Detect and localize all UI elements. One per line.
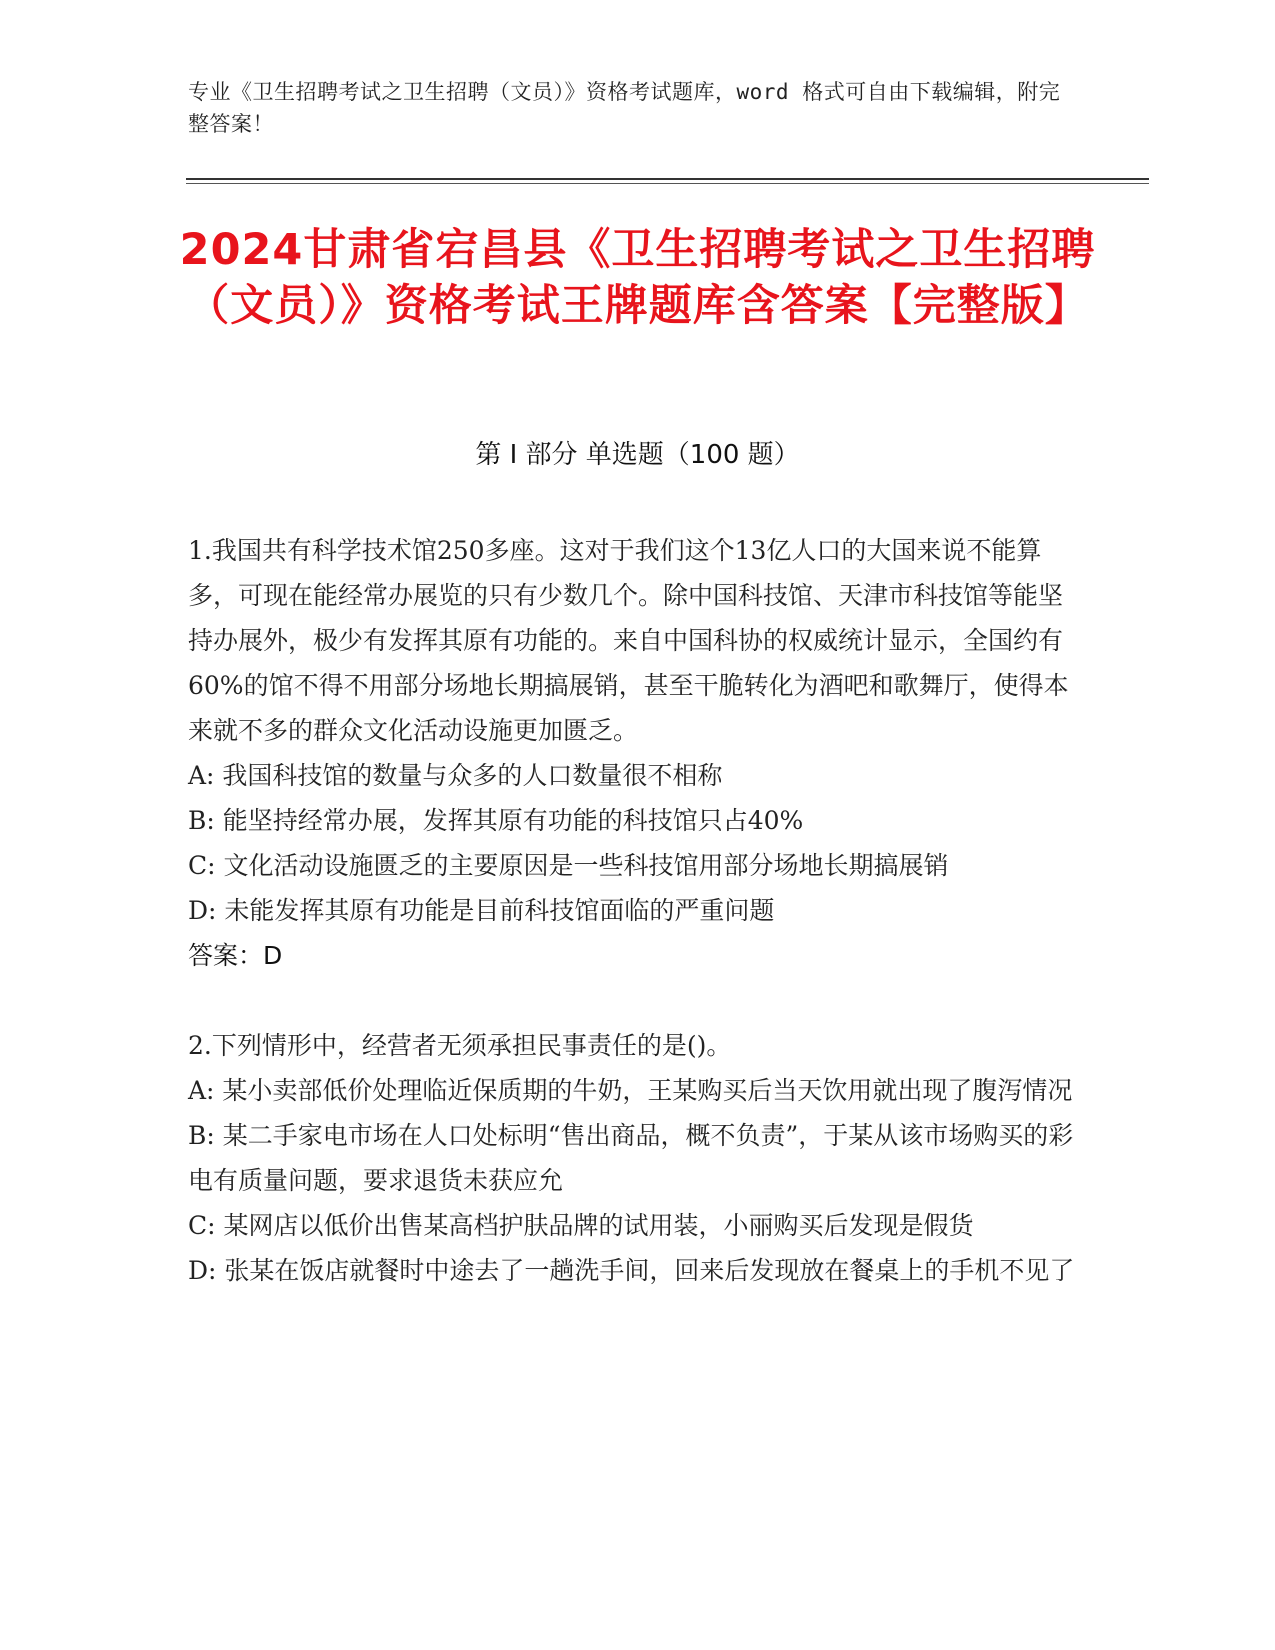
- header-note: 专业《卫生招聘考试之卫生招聘（文员）》资格考试题库，word 格式可自由下载编辑，附完整答案！: [188, 80, 1061, 136]
- question-stem: 1.我国共有科学技术馆250多座。这对于我们这个13亿人口的大国来说不能算多，可现在能经常办展览的只有少数几个。除中国科技馆、天津市科技馆等能坚持办展外，极少有发挥其原有功能的。来自中国科协的权威统计显示，全国约有60%的馆不得不用部分场地长期搞展销，甚至干脆转化为酒吧和歌舞厅，使得本来就不多的群众文化活动设施更加匮乏。: [188, 536, 1069, 745]
- question-option-c: C: 文化活动设施匮乏的主要原因是一些科技馆用部分场地长期搞展销: [188, 851, 949, 880]
- question-option-b: B: 某二手家电市场在人口处标明“售出商品，概不负责”，于某从该市场购买的彩电有质量问题，要求退货未获应允: [188, 1121, 1074, 1195]
- section-heading: 第 I 部分 单选题（100 题）: [475, 440, 800, 470]
- question-answer: 答案：D: [188, 941, 283, 970]
- document-title: 2024甘肃省宕昌县《卫生招聘考试之卫生招聘（文员）》资格考试王牌题库含答案【完整版】: [179, 225, 1096, 331]
- question-stem: 2.下列情形中，经营者无须承担民事责任的是()。: [188, 1031, 732, 1060]
- header-divider-thin: [186, 183, 1149, 184]
- question-option-d: D: 张某在饭店就餐时中途去了一趟洗手间，回来后发现放在餐桌上的手机不见了: [188, 1256, 1075, 1285]
- question-option-a: A: 我国科技馆的数量与众多的人口数量很不相称: [188, 761, 723, 790]
- question-item: [188, 1023, 1083, 1293]
- question-spacer: [188, 978, 1083, 1023]
- question-list: [188, 528, 1083, 1293]
- question-option-a: A: 某小卖部低价处理临近保质期的牛奶，王某购买后当天饮用就出现了腹泻情况: [188, 1076, 1073, 1105]
- question-option-c: C: 某网店以低价出售某高档护肤品牌的试用装，小丽购买后发现是假货: [188, 1211, 974, 1240]
- question-item: [188, 528, 1083, 978]
- question-option-d: D: 未能发挥其原有功能是目前科技馆面临的严重问题: [188, 896, 775, 925]
- question-option-b: B: 能坚持经常办展，发挥其原有功能的科技馆只占40%: [188, 806, 804, 835]
- header-divider-thick: [186, 178, 1149, 180]
